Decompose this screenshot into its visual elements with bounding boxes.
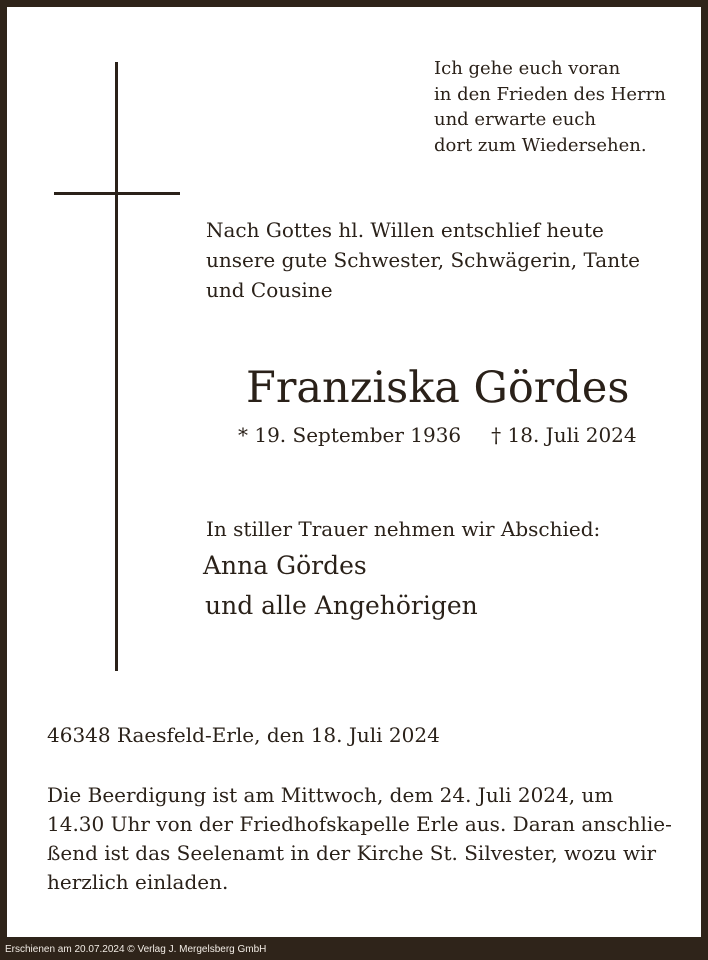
- intro-line: und Cousine: [206, 278, 333, 302]
- place-and-date: 46348 Raesfeld-Erle, den 18. Juli 2024: [47, 723, 440, 747]
- bible-verse: [434, 56, 666, 158]
- birth-date: * 19. September 1936: [238, 423, 462, 447]
- death-date: † 18. Juli 2024: [491, 423, 637, 447]
- publication-footer: Erschienen am 20.07.2024 © Verlag J. Mergelsberg GmbH: [5, 944, 267, 955]
- mourner-name: und alle Angehörigen: [205, 591, 478, 620]
- deceased-name: Franziska Gördes: [246, 363, 630, 413]
- funeral-line: Die Beerdigung ist am Mittwoch, dem 24. Juli 2024, um: [47, 783, 614, 807]
- cross-horizontal-beam: [54, 192, 180, 195]
- verse-line: und erwarte euch: [434, 109, 596, 130]
- life-dates: [238, 421, 637, 449]
- funeral-notice: [47, 781, 687, 897]
- mourning-statement: In stiller Trauer nehmen wir Abschied:: [206, 517, 601, 541]
- mourner-name: Anna Gördes: [203, 551, 367, 580]
- verse-line: dort zum Wiedersehen.: [434, 134, 647, 156]
- cross-vertical-beam: [115, 62, 118, 671]
- intro-text: [206, 215, 640, 305]
- funeral-line: 14.30 Uhr von der Friedhofskapelle Erle aus. Daran anschlie-: [47, 812, 672, 836]
- verse-line: Ich gehe euch voran: [434, 58, 621, 79]
- funeral-line: ßend ist das Seelenamt in der Kirche St. Silvester, wozu wir: [47, 841, 657, 865]
- funeral-line: herzlich einladen.: [47, 870, 229, 894]
- verse-line: in den Frieden des Herrn: [434, 83, 666, 105]
- intro-line: Nach Gottes hl. Willen entschlief heute: [206, 218, 604, 242]
- intro-line: unsere gute Schwester, Schwägerin, Tante: [206, 248, 640, 272]
